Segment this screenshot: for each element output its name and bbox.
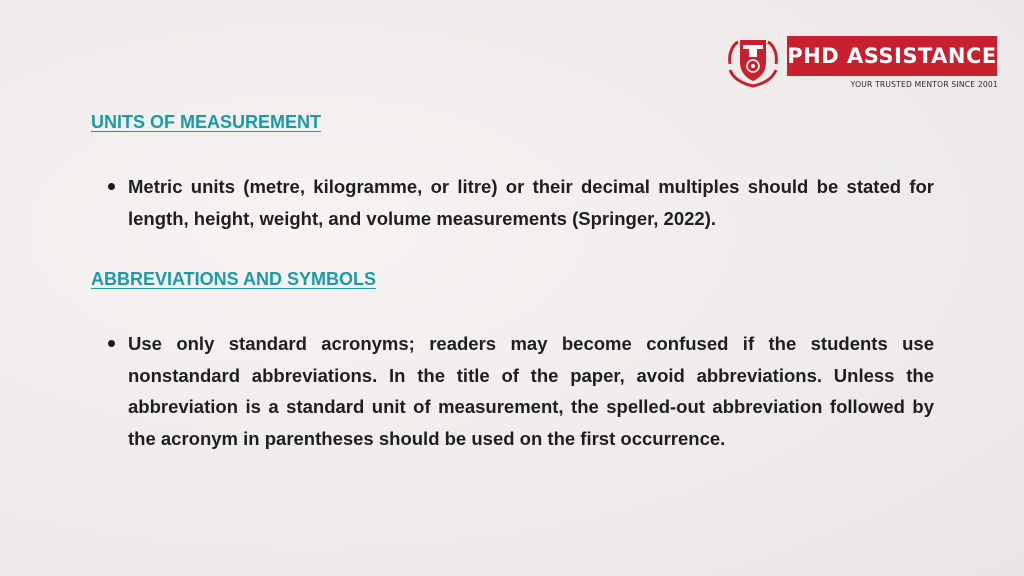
- logo-brand-name: PHD ASSISTANCE: [787, 36, 997, 76]
- list-item: [108, 328, 934, 454]
- bullet-text: Metric units (metre, kilogramme, or litre) or their decimal multiples should be stated for length, height, weight, and volume measurements (Springer, 2022).: [128, 176, 934, 229]
- section-heading-abbreviations: ABBREVIATIONS AND SYMBOLS: [91, 269, 377, 289]
- bullet-icon: [108, 183, 115, 190]
- logo-tagline: YOUR TRUSTED MENTOR SINCE 2001: [850, 80, 998, 89]
- list-item: [108, 171, 934, 234]
- bullet-text: Use only standard acronyms; readers may become confused if the students use nonstandard abbreviations. In the title of the paper, avoid abbreviations. Unless the abbreviation is a standard unit of measurement, the spelled-out abbreviation followed by the acronym in parentheses should be used on the first occurrence.: [128, 333, 934, 449]
- bullet-icon: [108, 340, 115, 347]
- crest-emblem-icon: [724, 34, 782, 88]
- phd-assistance-logo: [724, 34, 998, 92]
- section-heading-units: UNITS OF MEASUREMENT: [91, 112, 322, 132]
